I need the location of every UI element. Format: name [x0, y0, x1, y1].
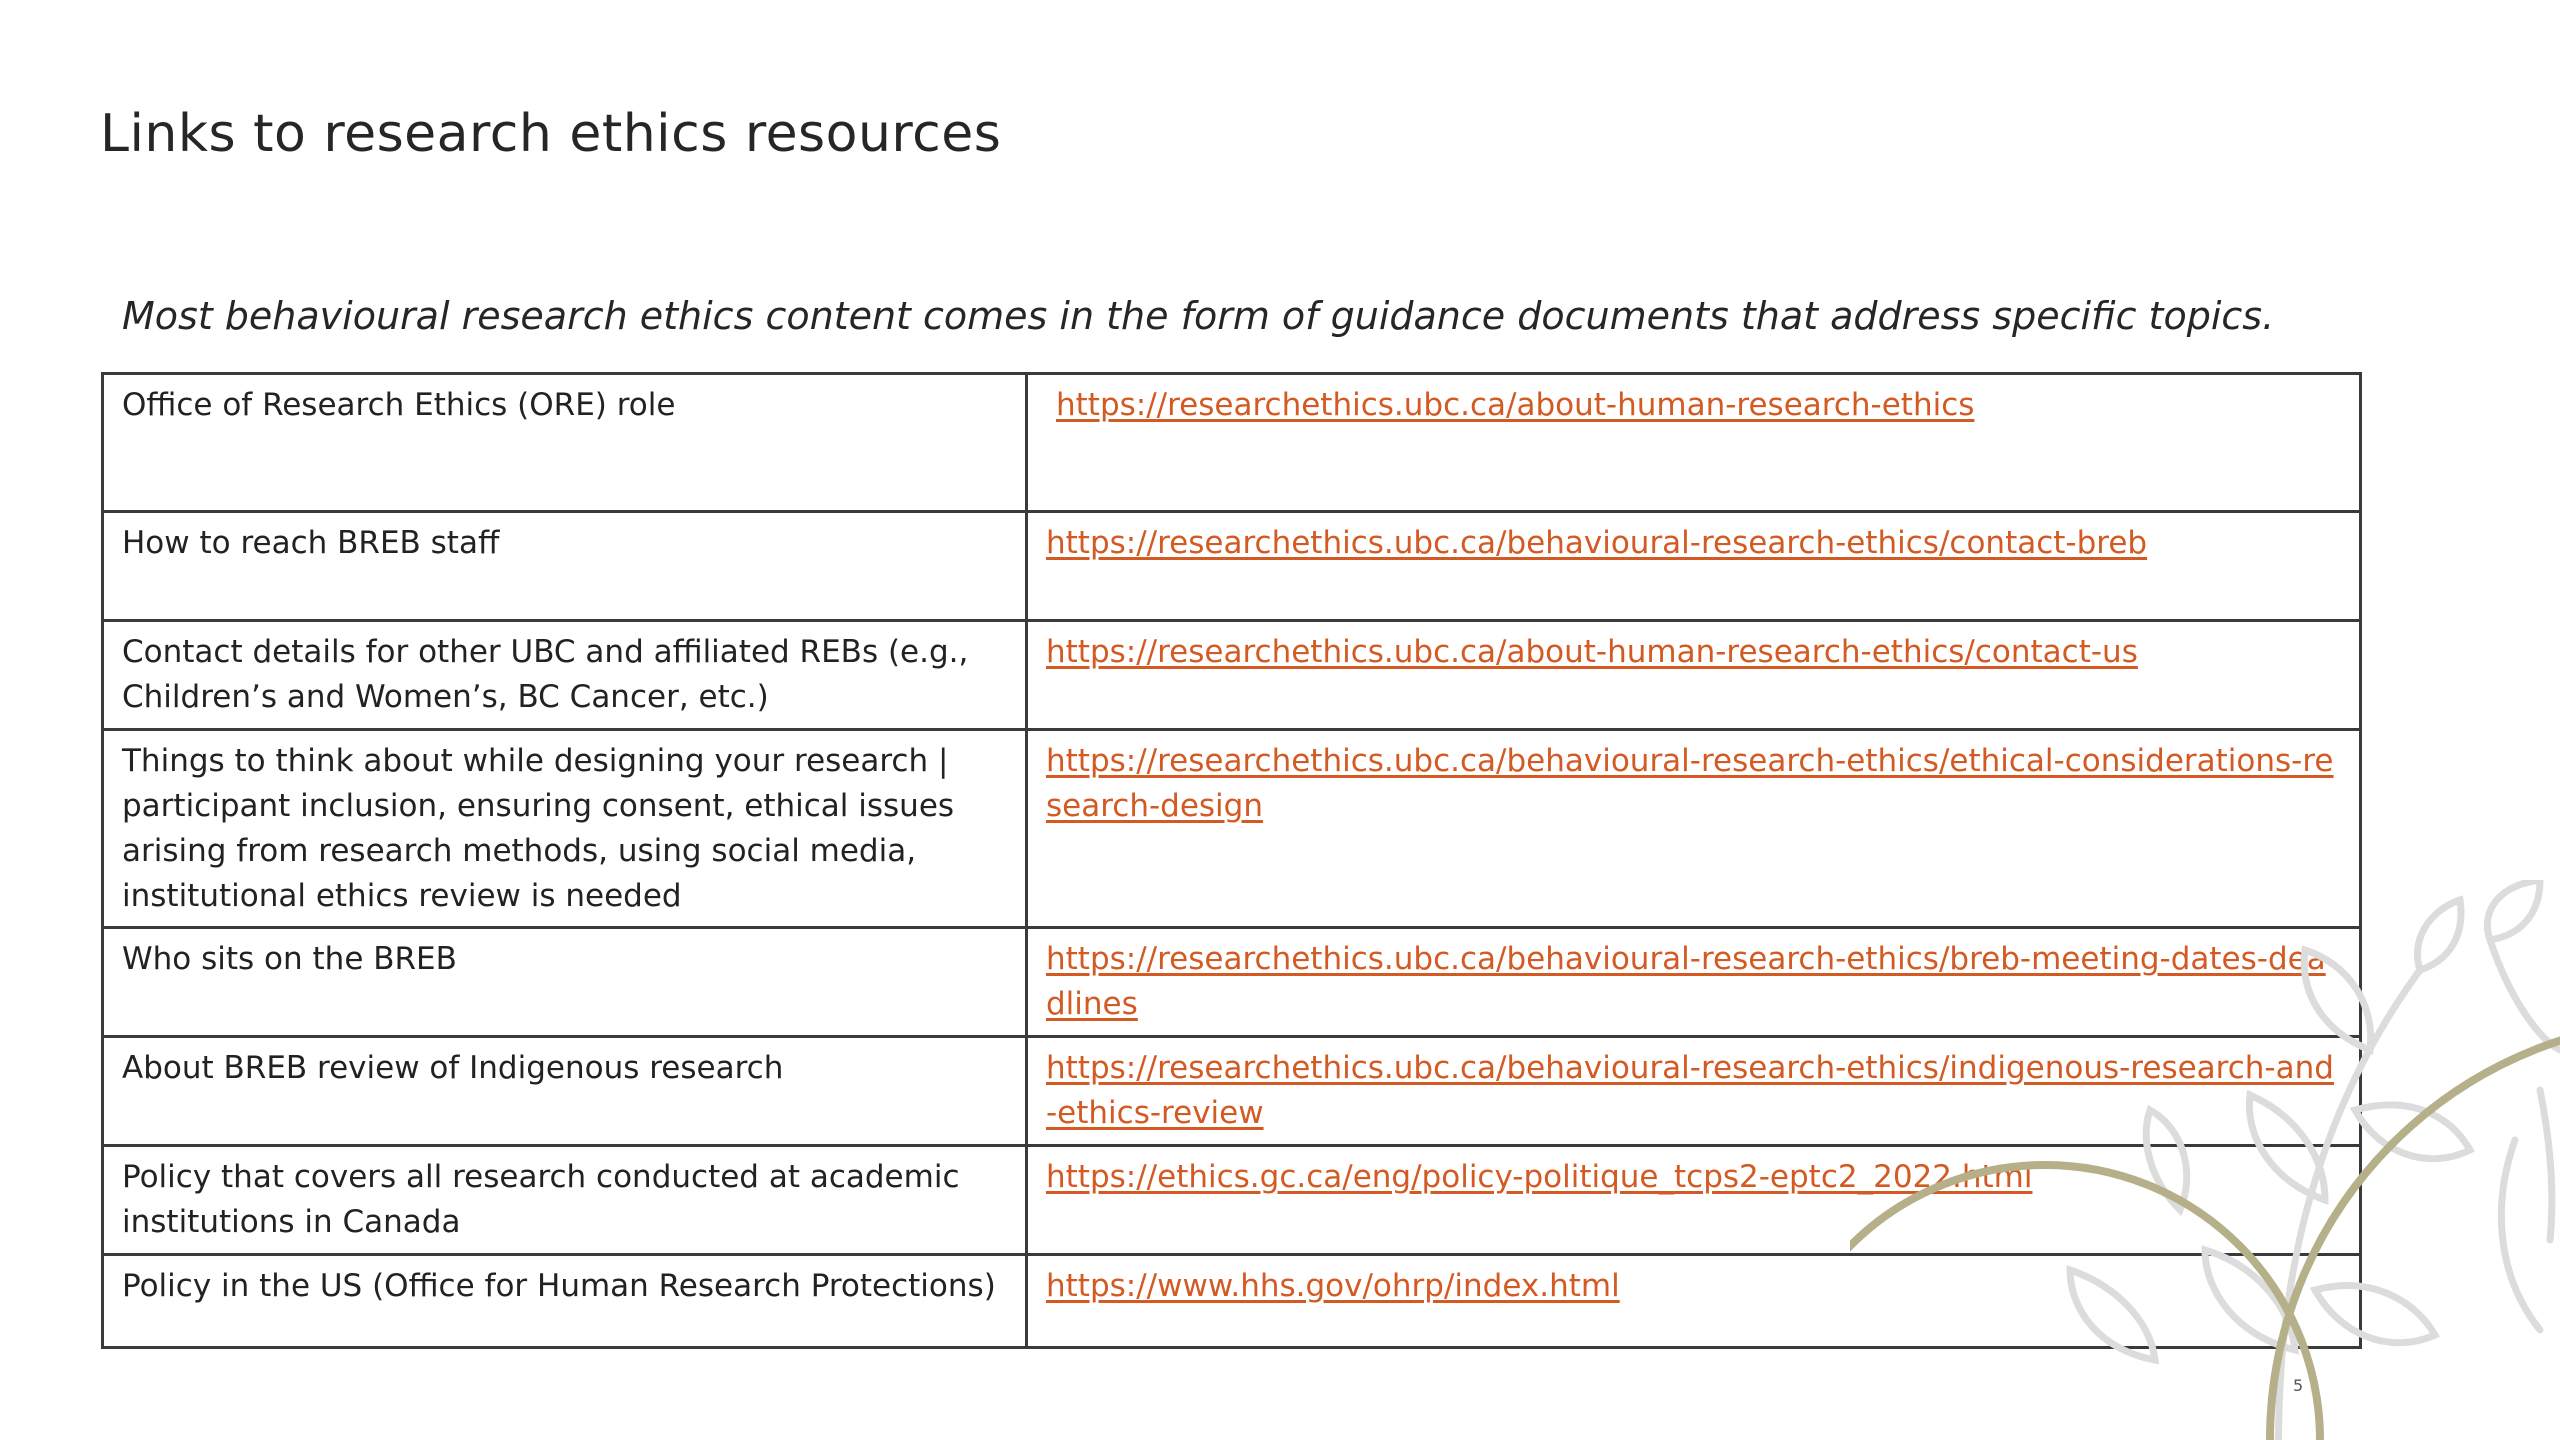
link-cell [1027, 374, 2361, 512]
link-cell [1027, 621, 2361, 730]
topic-cell: Office of Research Ethics (ORE) role [103, 374, 1027, 512]
resource-link[interactable]: https://researchethics.ubc.ca/behavioural-research-ethics/indigenous-research-and-ethics-review [1046, 1050, 2334, 1131]
table-row [103, 512, 2361, 621]
slide-title: Links to research ethics resources [100, 104, 1002, 164]
topic-cell: Policy that covers all research conducted at academic institutions in Canada [103, 1146, 1027, 1255]
topic-cell: Contact details for other UBC and affiliated REBs (e.g., Children’s and Women’s, BC Cancer, etc.) [103, 621, 1027, 730]
topic-cell: About BREB review of Indigenous research [103, 1037, 1027, 1146]
resource-link[interactable]: https://www.hhs.gov/ohrp/index.html [1046, 1268, 1620, 1304]
resource-link[interactable]: https://researchethics.ubc.ca/behavioural-research-ethics/contact-breb [1046, 525, 2148, 561]
table-row [103, 621, 2361, 730]
topic-cell: Who sits on the BREB [103, 928, 1027, 1037]
resource-link[interactable]: https://researchethics.ubc.ca/about-human-research-ethics [1056, 387, 1975, 423]
resource-link[interactable]: https://researchethics.ubc.ca/behavioural-research-ethics/breb-meeting-dates-deadlines [1046, 941, 2326, 1022]
topic-cell: Policy in the US (Office for Human Research Protections) [103, 1255, 1027, 1348]
resource-link[interactable]: https://researchethics.ubc.ca/about-human-research-ethics/contact-us [1046, 634, 2138, 670]
resource-link[interactable]: https://researchethics.ubc.ca/behavioural-research-ethics/ethical-considerations-research-design [1046, 743, 2334, 824]
link-cell [1027, 512, 2361, 621]
topic-cell: How to reach BREB staff [103, 512, 1027, 621]
page-number: 5 [2293, 1376, 2304, 1395]
slide-subtitle: Most behavioural research ethics content comes in the form of guidance documents that address specific topics. [122, 294, 2275, 338]
table-row [103, 374, 2361, 512]
leaf-decoration [1850, 880, 2560, 1440]
topic-cell: Things to think about while designing your research | participant inclusion, ensuring consent, ethical issues arising from research methods, using social media, institutional ethics review is needed [103, 730, 1027, 928]
resource-link[interactable]: https://ethics.gc.ca/eng/policy-politique_tcps2-eptc2_2022.html [1046, 1159, 2033, 1195]
